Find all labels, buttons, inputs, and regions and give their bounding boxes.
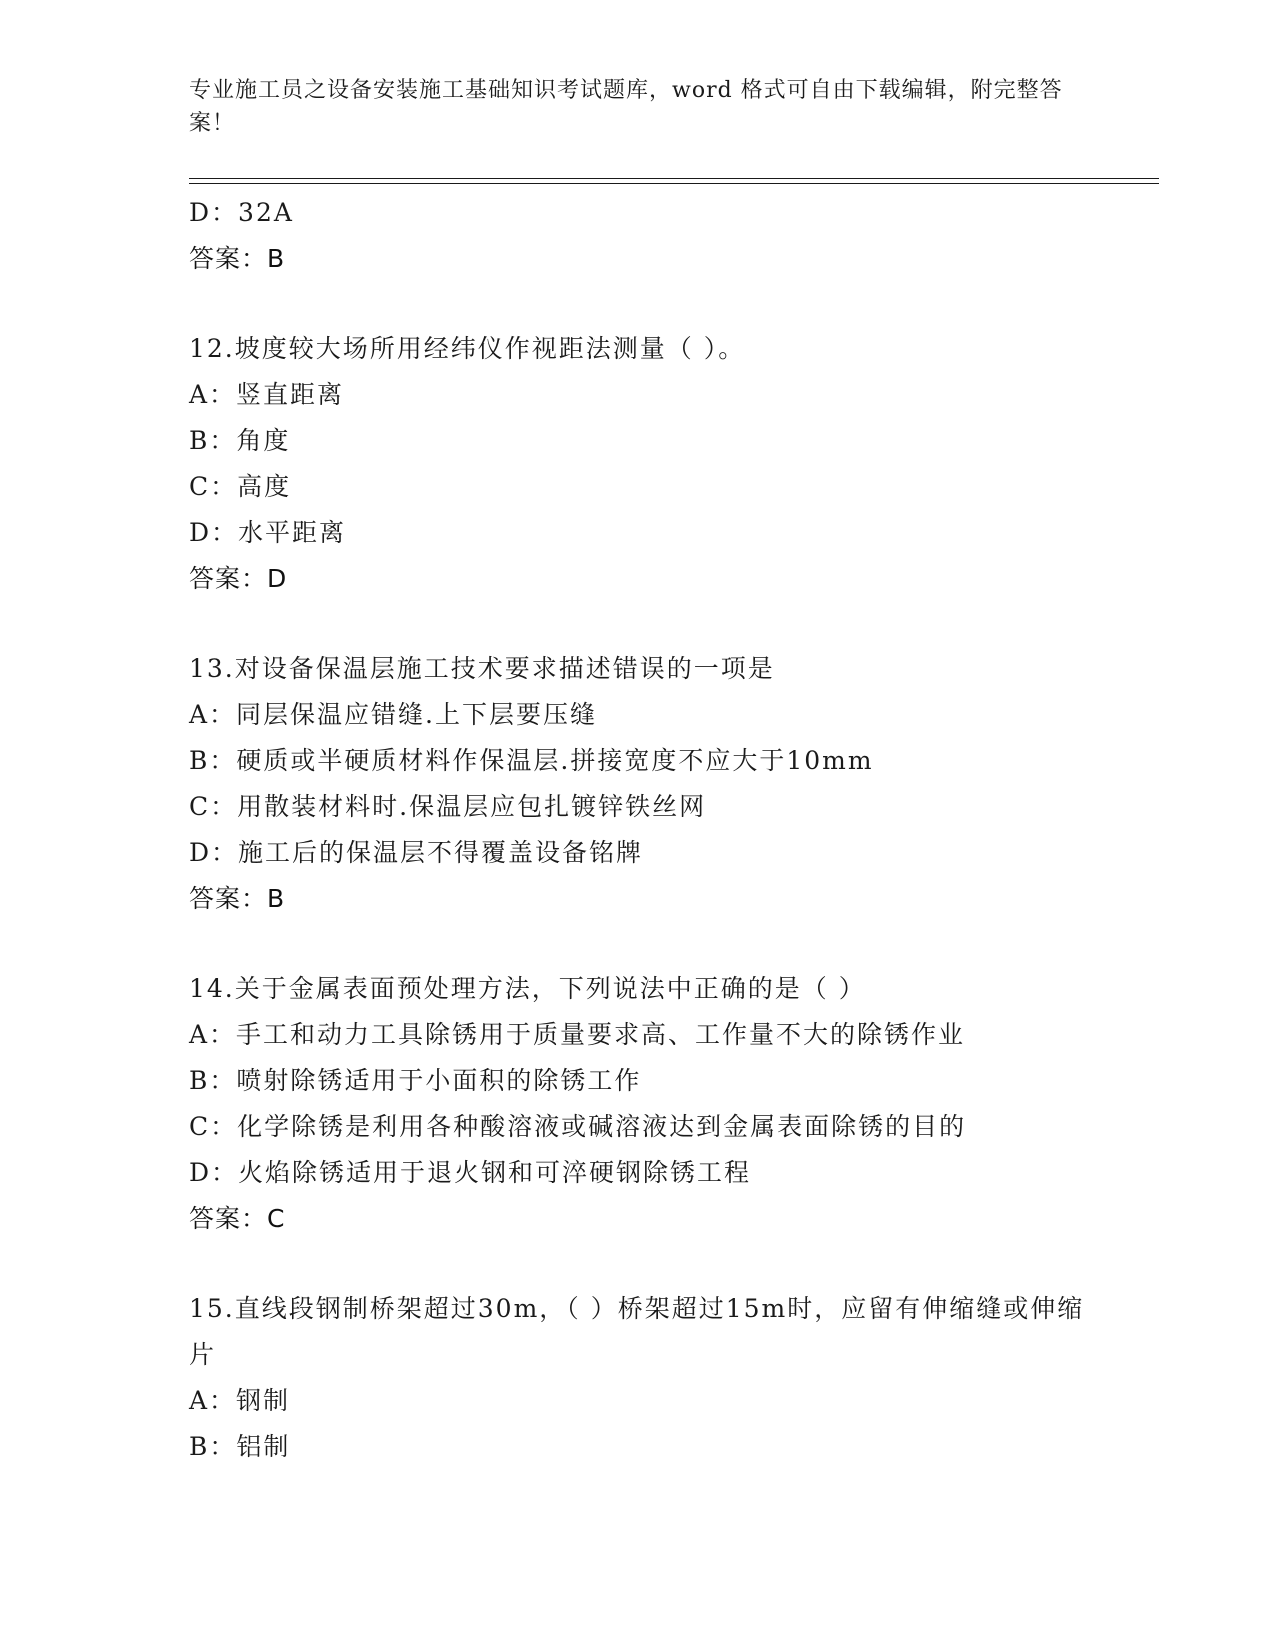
spacer xyxy=(189,922,1089,966)
option-b: B：角度 xyxy=(189,426,291,455)
answer-line: 答案：B xyxy=(189,244,286,273)
question-block xyxy=(189,1286,1089,1470)
header-divider-top xyxy=(189,178,1159,179)
question-block xyxy=(189,326,1089,602)
option-c: C：用散装材料时.保温层应包扎镀锌铁丝网 xyxy=(189,792,707,821)
question-block xyxy=(189,646,1089,922)
option-b: B：铝制 xyxy=(189,1432,291,1461)
question-stem: 12.坡度较大场所用经纬仪作视距法测量（ ）。 xyxy=(189,334,746,363)
document-header: 专业施工员之设备安装施工基础知识考试题库，word 格式可自由下载编辑，附完整答案！ xyxy=(189,78,1063,136)
spacer xyxy=(189,1242,1089,1286)
option-b: B：硬质或半硬质材料作保温层.拼接宽度不应大于10mm xyxy=(189,746,874,775)
option-c: C：高度 xyxy=(189,472,292,501)
option-b: B：喷射除锈适用于小面积的除锈工作 xyxy=(189,1066,642,1095)
question-block xyxy=(189,966,1089,1242)
question-stem: 13.对设备保温层施工技术要求描述错误的一项是 xyxy=(189,654,775,683)
option-a: A：同层保温应错缝.上下层要压缝 xyxy=(189,700,598,729)
option-d: D：水平距离 xyxy=(189,518,347,547)
answer-line: 答案：B xyxy=(189,884,286,913)
question-stem: 15.直线段钢制桥架超过30m，（ ）桥架超过15m时，应留有伸缩缝或伸缩片 xyxy=(189,1294,1085,1369)
option-c: C：化学除锈是利用各种酸溶液或碱溶液达到金属表面除锈的目的 xyxy=(189,1112,967,1141)
option-d: D：火焰除锈适用于退火钢和可淬硬钢除锈工程 xyxy=(189,1158,752,1187)
option-a: A：竖直距离 xyxy=(189,380,345,409)
header-divider-bottom xyxy=(189,183,1159,184)
option-d: D：32A xyxy=(189,198,294,227)
spacer xyxy=(189,282,1089,326)
question-stem: 14.关于金属表面预处理方法，下列说法中正确的是（ ） xyxy=(189,974,866,1003)
option-d: D：施工后的保温层不得覆盖设备铭牌 xyxy=(189,838,644,867)
answer-line: 答案：D xyxy=(189,564,288,593)
spacer xyxy=(189,602,1089,646)
option-a: A：手工和动力工具除锈用于质量要求高、工作量不大的除锈作业 xyxy=(189,1020,966,1049)
question-list xyxy=(189,190,1089,1470)
option-a: A：钢制 xyxy=(189,1386,291,1415)
answer-line: 答案：C xyxy=(189,1204,286,1233)
